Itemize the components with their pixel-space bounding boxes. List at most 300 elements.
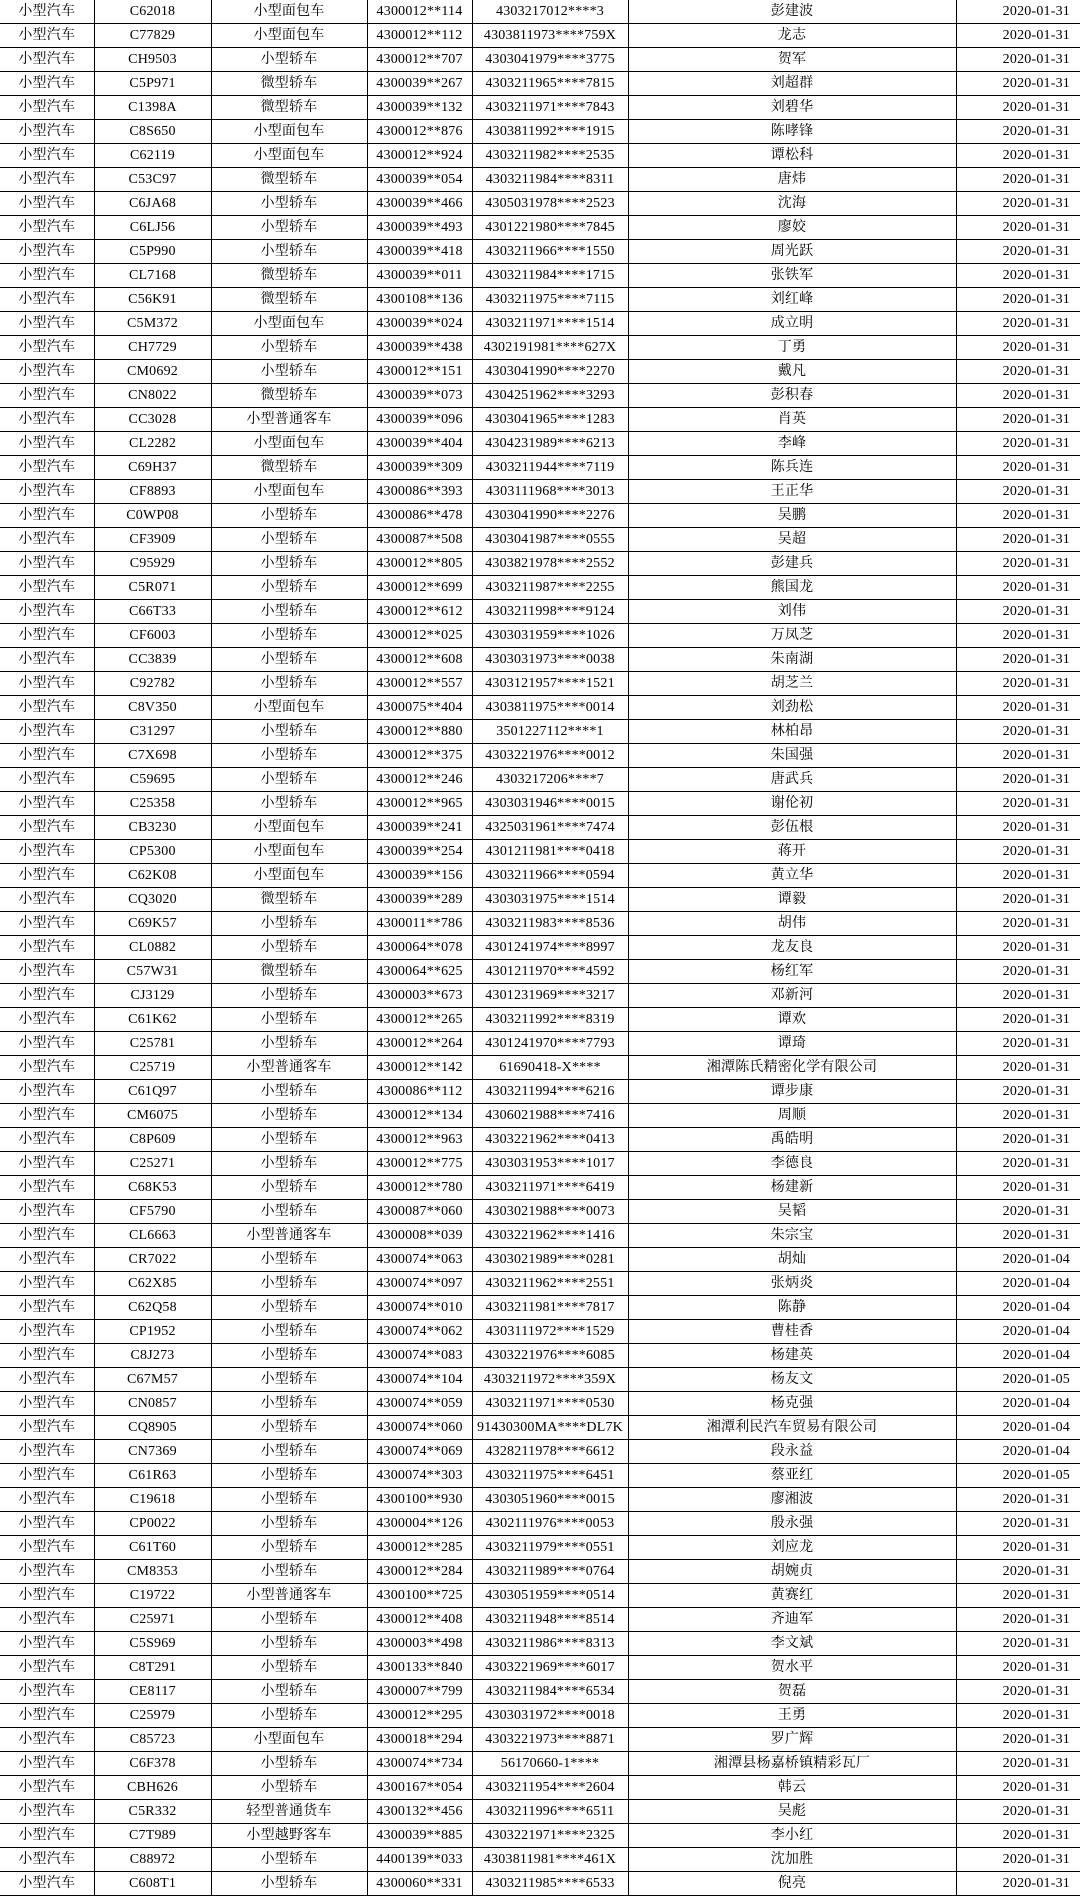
vehicle-model-cell: 小型越野客车 (211, 1824, 367, 1848)
vehicle-category-cell: 小型汽车 (0, 48, 94, 72)
table-row (0, 288, 1080, 312)
date-cell: 2020-01-31 (956, 744, 1080, 768)
record-code-cell: 4300012**805 (367, 552, 472, 576)
plate-number-cell: CF8893 (94, 480, 211, 504)
record-code-cell: 4300074**062 (367, 1320, 472, 1344)
table-row (0, 1104, 1080, 1128)
record-code-cell: 4300008**039 (367, 1224, 472, 1248)
date-cell: 2020-01-31 (956, 816, 1080, 840)
vehicle-model-cell: 小型普通客车 (211, 408, 367, 432)
vehicle-model-cell: 小型轿车 (211, 1872, 367, 1896)
owner-name-cell: 丁勇 (628, 336, 956, 360)
vehicle-category-cell: 小型汽车 (0, 192, 94, 216)
owner-name-cell: 杨克强 (628, 1392, 956, 1416)
owner-name-cell: 段永益 (628, 1440, 956, 1464)
table-row (0, 912, 1080, 936)
vehicle-model-cell: 小型面包车 (211, 864, 367, 888)
table-row (0, 1296, 1080, 1320)
owner-name-cell: 谭松科 (628, 144, 956, 168)
vehicle-category-cell: 小型汽车 (0, 1200, 94, 1224)
table-row (0, 0, 1080, 24)
owner-name-cell: 杨建新 (628, 1176, 956, 1200)
vehicle-model-cell: 小型面包车 (211, 312, 367, 336)
vehicle-category-cell: 小型汽车 (0, 1848, 94, 1872)
record-code-cell: 4300039**132 (367, 96, 472, 120)
vehicle-category-cell: 小型汽车 (0, 264, 94, 288)
id-number-cell: 4303811992****1915 (472, 120, 628, 144)
vehicle-category-cell: 小型汽车 (0, 1608, 94, 1632)
id-number-cell: 91430300MA****DL7K (472, 1416, 628, 1440)
owner-name-cell: 陈静 (628, 1296, 956, 1320)
id-number-cell: 4303211982****2535 (472, 144, 628, 168)
vehicle-model-cell: 小型普通客车 (211, 1584, 367, 1608)
date-cell: 2020-01-31 (956, 1872, 1080, 1896)
date-cell: 2020-01-31 (956, 1560, 1080, 1584)
id-number-cell: 4303811981****461X (472, 1848, 628, 1872)
vehicle-category-cell: 小型汽车 (0, 1032, 94, 1056)
plate-number-cell: CN7369 (94, 1440, 211, 1464)
owner-name-cell: 吴鹏 (628, 504, 956, 528)
date-cell: 2020-01-31 (956, 336, 1080, 360)
plate-number-cell: C8T291 (94, 1656, 211, 1680)
vehicle-category-cell: 小型汽车 (0, 432, 94, 456)
plate-number-cell: C61R63 (94, 1464, 211, 1488)
record-code-cell: 4300087**508 (367, 528, 472, 552)
record-code-cell: 4300086**393 (367, 480, 472, 504)
vehicle-category-cell: 小型汽车 (0, 408, 94, 432)
date-cell: 2020-01-31 (956, 192, 1080, 216)
owner-name-cell: 张炳炎 (628, 1272, 956, 1296)
owner-name-cell: 唐武兵 (628, 768, 956, 792)
vehicle-model-cell: 小型轿车 (211, 1272, 367, 1296)
record-code-cell: 4300074**063 (367, 1248, 472, 1272)
owner-name-cell: 周顺 (628, 1104, 956, 1128)
vehicle-category-cell: 小型汽车 (0, 336, 94, 360)
table-row (0, 456, 1080, 480)
plate-number-cell: CF6003 (94, 624, 211, 648)
id-number-cell: 4303021988****0073 (472, 1200, 628, 1224)
vehicle-category-cell: 小型汽车 (0, 624, 94, 648)
vehicle-model-cell: 小型轿车 (211, 1008, 367, 1032)
owner-name-cell: 贺水平 (628, 1656, 956, 1680)
vehicle-category-cell: 小型汽车 (0, 696, 94, 720)
id-number-cell: 4301241970****7793 (472, 1032, 628, 1056)
vehicle-model-cell: 小型轿车 (211, 792, 367, 816)
record-code-cell: 4300012**608 (367, 648, 472, 672)
plate-number-cell: C61T60 (94, 1536, 211, 1560)
table-row (0, 1344, 1080, 1368)
date-cell: 2020-01-31 (956, 984, 1080, 1008)
id-number-cell: 4303217012****3 (472, 0, 628, 24)
plate-number-cell: CQ3020 (94, 888, 211, 912)
date-cell: 2020-01-31 (956, 1080, 1080, 1104)
table-row (0, 48, 1080, 72)
plate-number-cell: C62018 (94, 0, 211, 24)
plate-number-cell: C25971 (94, 1608, 211, 1632)
plate-number-cell: CN0857 (94, 1392, 211, 1416)
owner-name-cell: 蔡亚红 (628, 1464, 956, 1488)
owner-name-cell: 林柏昂 (628, 720, 956, 744)
table-row (0, 936, 1080, 960)
vehicle-model-cell: 小型轿车 (211, 1152, 367, 1176)
id-number-cell: 4325031961****7474 (472, 816, 628, 840)
vehicle-model-cell: 小型轿车 (211, 240, 367, 264)
owner-name-cell: 贺军 (628, 48, 956, 72)
record-code-cell: 4300012**285 (367, 1536, 472, 1560)
vehicle-category-cell: 小型汽车 (0, 1440, 94, 1464)
plate-number-cell: C6JA68 (94, 192, 211, 216)
vehicle-model-cell: 小型轿车 (211, 1656, 367, 1680)
vehicle-model-cell: 小型轿车 (211, 336, 367, 360)
record-code-cell: 4300012**265 (367, 1008, 472, 1032)
vehicle-model-cell: 小型轿车 (211, 936, 367, 960)
vehicle-category-cell: 小型汽车 (0, 1416, 94, 1440)
plate-number-cell: C8V350 (94, 696, 211, 720)
vehicle-model-cell: 小型轿车 (211, 720, 367, 744)
date-cell: 2020-01-31 (956, 72, 1080, 96)
vehicle-category-cell: 小型汽车 (0, 1176, 94, 1200)
vehicle-category-cell: 小型汽车 (0, 216, 94, 240)
record-code-cell: 4300132**456 (367, 1800, 472, 1824)
date-cell: 2020-01-05 (956, 1368, 1080, 1392)
plate-number-cell: C56K91 (94, 288, 211, 312)
table-row (0, 840, 1080, 864)
owner-name-cell: 谭毅 (628, 888, 956, 912)
record-code-cell: 4300012**965 (367, 792, 472, 816)
record-code-cell: 4300039**254 (367, 840, 472, 864)
record-code-cell: 4300012**780 (367, 1176, 472, 1200)
record-code-cell: 4300012**707 (367, 48, 472, 72)
vehicle-model-cell: 小型轿车 (211, 1416, 367, 1440)
table-row (0, 552, 1080, 576)
vehicle-model-cell: 小型面包车 (211, 1728, 367, 1752)
id-number-cell: 4304231989****6213 (472, 432, 628, 456)
vehicle-model-cell: 微型轿车 (211, 96, 367, 120)
id-number-cell: 4303211971****7843 (472, 96, 628, 120)
date-cell: 2020-01-04 (956, 1320, 1080, 1344)
vehicle-model-cell: 小型轿车 (211, 744, 367, 768)
plate-number-cell: CL2282 (94, 432, 211, 456)
table-row (0, 1200, 1080, 1224)
owner-name-cell: 周光跃 (628, 240, 956, 264)
plate-number-cell: CM6075 (94, 1104, 211, 1128)
id-number-cell: 4303031946****0015 (472, 792, 628, 816)
vehicle-model-cell: 小型轿车 (211, 1560, 367, 1584)
id-number-cell: 4303041979****3775 (472, 48, 628, 72)
vehicle-category-cell: 小型汽车 (0, 600, 94, 624)
id-number-cell: 4301221980****7845 (472, 216, 628, 240)
record-code-cell: 4300100**930 (367, 1488, 472, 1512)
record-code-cell: 4300012**025 (367, 624, 472, 648)
date-cell: 2020-01-31 (956, 0, 1080, 24)
vehicle-model-cell: 小型面包车 (211, 144, 367, 168)
record-code-cell: 4300087**060 (367, 1200, 472, 1224)
vehicle-model-cell: 小型轿车 (211, 216, 367, 240)
table-row (0, 888, 1080, 912)
record-code-cell: 4300074**069 (367, 1440, 472, 1464)
date-cell: 2020-01-31 (956, 96, 1080, 120)
id-number-cell: 4304251962****3293 (472, 384, 628, 408)
owner-name-cell: 沈海 (628, 192, 956, 216)
vehicle-category-cell: 小型汽车 (0, 240, 94, 264)
plate-number-cell: CF3909 (94, 528, 211, 552)
vehicle-model-cell: 微型轿车 (211, 168, 367, 192)
vehicle-model-cell: 小型轿车 (211, 912, 367, 936)
owner-name-cell: 陈哮锋 (628, 120, 956, 144)
date-cell: 2020-01-31 (956, 600, 1080, 624)
id-number-cell: 4303031959****1026 (472, 624, 628, 648)
vehicle-category-cell: 小型汽车 (0, 1824, 94, 1848)
vehicle-category-cell: 小型汽车 (0, 816, 94, 840)
vehicle-model-cell: 小型轿车 (211, 624, 367, 648)
table-row (0, 1272, 1080, 1296)
plate-number-cell: C5R071 (94, 576, 211, 600)
vehicle-model-cell: 小型轿车 (211, 1464, 367, 1488)
id-number-cell: 4303221976****0012 (472, 744, 628, 768)
plate-number-cell: C95929 (94, 552, 211, 576)
vehicle-category-cell: 小型汽车 (0, 456, 94, 480)
id-number-cell: 4301231969****3217 (472, 984, 628, 1008)
plate-number-cell: CQ8905 (94, 1416, 211, 1440)
vehicle-category-cell: 小型汽车 (0, 1680, 94, 1704)
table-row (0, 1632, 1080, 1656)
plate-number-cell: C19618 (94, 1488, 211, 1512)
date-cell: 2020-01-04 (956, 1440, 1080, 1464)
id-number-cell: 4303111968****3013 (472, 480, 628, 504)
vehicle-model-cell: 小型普通客车 (211, 1056, 367, 1080)
plate-number-cell: CB3230 (94, 816, 211, 840)
record-code-cell: 4300012**375 (367, 744, 472, 768)
vehicle-category-cell: 小型汽车 (0, 1488, 94, 1512)
vehicle-category-cell: 小型汽车 (0, 672, 94, 696)
vehicle-category-cell: 小型汽车 (0, 1128, 94, 1152)
id-number-cell: 4303221962****0413 (472, 1128, 628, 1152)
plate-number-cell: C92782 (94, 672, 211, 696)
date-cell: 2020-01-31 (956, 240, 1080, 264)
record-code-cell: 4300039**011 (367, 264, 472, 288)
date-cell: 2020-01-31 (956, 1584, 1080, 1608)
id-number-cell: 4303211984****6534 (472, 1680, 628, 1704)
vehicle-model-cell: 小型轿车 (211, 576, 367, 600)
id-number-cell: 4303211985****6533 (472, 1872, 628, 1896)
plate-number-cell: CH9503 (94, 48, 211, 72)
vehicle-category-cell: 小型汽车 (0, 168, 94, 192)
plate-number-cell: C25719 (94, 1056, 211, 1080)
vehicle-category-cell: 小型汽车 (0, 1776, 94, 1800)
vehicle-model-cell: 小型轿车 (211, 600, 367, 624)
date-cell: 2020-01-04 (956, 1296, 1080, 1320)
owner-name-cell: 黄赛红 (628, 1584, 956, 1608)
table-row (0, 1176, 1080, 1200)
date-cell: 2020-01-31 (956, 120, 1080, 144)
vehicle-category-cell: 小型汽车 (0, 1296, 94, 1320)
vehicle-category-cell: 小型汽车 (0, 1632, 94, 1656)
plate-number-cell: C62119 (94, 144, 211, 168)
owner-name-cell: 韩云 (628, 1776, 956, 1800)
vehicle-model-cell: 小型轿车 (211, 984, 367, 1008)
vehicle-model-cell: 小型轿车 (211, 1632, 367, 1656)
record-code-cell: 4300039**289 (367, 888, 472, 912)
id-number-cell: 4328211978****6612 (472, 1440, 628, 1464)
vehicle-model-cell: 小型轿车 (211, 48, 367, 72)
id-number-cell: 4305031978****2523 (472, 192, 628, 216)
table-row (0, 1560, 1080, 1584)
owner-name-cell: 廖姣 (628, 216, 956, 240)
table-row (0, 672, 1080, 696)
plate-number-cell: C0WP08 (94, 504, 211, 528)
id-number-cell: 4303821978****2552 (472, 552, 628, 576)
vehicle-category-cell: 小型汽车 (0, 1368, 94, 1392)
table-row (0, 480, 1080, 504)
record-code-cell: 4300108**136 (367, 288, 472, 312)
id-number-cell: 4303221971****2325 (472, 1824, 628, 1848)
owner-name-cell: 刘应龙 (628, 1536, 956, 1560)
date-cell: 2020-01-31 (956, 1608, 1080, 1632)
owner-name-cell: 禹皓明 (628, 1128, 956, 1152)
id-number-cell: 4303211994****6216 (472, 1080, 628, 1104)
vehicle-category-cell: 小型汽车 (0, 768, 94, 792)
date-cell: 2020-01-31 (956, 648, 1080, 672)
vehicle-category-cell: 小型汽车 (0, 1272, 94, 1296)
table-row (0, 648, 1080, 672)
owner-name-cell: 胡婉贞 (628, 1560, 956, 1584)
vehicle-category-cell: 小型汽车 (0, 1656, 94, 1680)
id-number-cell: 4303211944****7119 (472, 456, 628, 480)
vehicle-model-cell: 小型面包车 (211, 0, 367, 24)
record-code-cell: 4300074**734 (367, 1752, 472, 1776)
id-number-cell: 4303211954****2604 (472, 1776, 628, 1800)
table-row (0, 576, 1080, 600)
owner-name-cell: 刘伟 (628, 600, 956, 624)
id-number-cell: 4303211996****6511 (472, 1800, 628, 1824)
owner-name-cell: 杨红军 (628, 960, 956, 984)
table-row (0, 96, 1080, 120)
date-cell: 2020-01-05 (956, 1464, 1080, 1488)
table-row (0, 216, 1080, 240)
vehicle-category-cell: 小型汽车 (0, 288, 94, 312)
vehicle-category-cell: 小型汽车 (0, 1056, 94, 1080)
id-number-cell: 4303031975****1514 (472, 888, 628, 912)
vehicle-model-cell: 小型轿车 (211, 1776, 367, 1800)
date-cell: 2020-01-31 (956, 1032, 1080, 1056)
date-cell: 2020-01-31 (956, 960, 1080, 984)
owner-name-cell: 刘碧华 (628, 96, 956, 120)
plate-number-cell: C61K62 (94, 1008, 211, 1032)
date-cell: 2020-01-31 (956, 504, 1080, 528)
vehicle-category-cell: 小型汽车 (0, 480, 94, 504)
plate-number-cell: C1398A (94, 96, 211, 120)
date-cell: 2020-01-04 (956, 1344, 1080, 1368)
table-row (0, 336, 1080, 360)
vehicle-category-cell: 小型汽车 (0, 1872, 94, 1896)
plate-number-cell: CL6663 (94, 1224, 211, 1248)
id-number-cell: 4303031953****1017 (472, 1152, 628, 1176)
plate-number-cell: C7X698 (94, 744, 211, 768)
table-row (0, 360, 1080, 384)
vehicle-model-cell: 小型面包车 (211, 696, 367, 720)
vehicle-model-cell: 小型轿车 (211, 648, 367, 672)
id-number-cell: 4303221969****6017 (472, 1656, 628, 1680)
date-cell: 2020-01-31 (956, 1536, 1080, 1560)
date-cell: 2020-01-31 (956, 552, 1080, 576)
plate-number-cell: C8S650 (94, 120, 211, 144)
record-code-cell: 4300086**112 (367, 1080, 472, 1104)
plate-number-cell: C88972 (94, 1848, 211, 1872)
vehicle-model-cell: 微型轿车 (211, 288, 367, 312)
table-row (0, 1680, 1080, 1704)
table-row (0, 1584, 1080, 1608)
vehicle-category-cell: 小型汽车 (0, 312, 94, 336)
table-row (0, 1080, 1080, 1104)
record-code-cell: 4300074**010 (367, 1296, 472, 1320)
vehicle-category-cell: 小型汽车 (0, 888, 94, 912)
table-row (0, 864, 1080, 888)
date-cell: 2020-01-31 (956, 888, 1080, 912)
table-row (0, 1800, 1080, 1824)
table-row (0, 1608, 1080, 1632)
vehicle-model-cell: 小型轿车 (211, 1104, 367, 1128)
id-number-cell: 61690418-X**** (472, 1056, 628, 1080)
record-code-cell: 4300039**096 (367, 408, 472, 432)
plate-number-cell: CC3839 (94, 648, 211, 672)
owner-name-cell: 殷永强 (628, 1512, 956, 1536)
record-code-cell: 4300039**309 (367, 456, 472, 480)
record-code-cell: 4300039**241 (367, 816, 472, 840)
date-cell: 2020-01-31 (956, 1512, 1080, 1536)
table-row (0, 1152, 1080, 1176)
vehicle-model-cell: 微型轿车 (211, 888, 367, 912)
vehicle-category-cell: 小型汽车 (0, 120, 94, 144)
owner-name-cell: 陈兵连 (628, 456, 956, 480)
id-number-cell: 4303211992****8319 (472, 1008, 628, 1032)
date-cell: 2020-01-31 (956, 840, 1080, 864)
vehicle-model-cell: 小型面包车 (211, 816, 367, 840)
owner-name-cell: 廖湘波 (628, 1488, 956, 1512)
vehicle-category-cell: 小型汽车 (0, 528, 94, 552)
date-cell: 2020-01-31 (956, 768, 1080, 792)
record-code-cell: 4300012**134 (367, 1104, 472, 1128)
plate-number-cell: C68K53 (94, 1176, 211, 1200)
date-cell: 2020-01-31 (956, 1824, 1080, 1848)
record-code-cell: 4300074**060 (367, 1416, 472, 1440)
id-number-cell: 4303221962****1416 (472, 1224, 628, 1248)
date-cell: 2020-01-31 (956, 480, 1080, 504)
owner-name-cell: 李文斌 (628, 1632, 956, 1656)
vehicle-category-cell: 小型汽车 (0, 1728, 94, 1752)
vehicle-model-cell: 小型轿车 (211, 1368, 367, 1392)
record-code-cell: 4300012**963 (367, 1128, 472, 1152)
vehicle-category-cell: 小型汽车 (0, 984, 94, 1008)
vehicle-model-cell: 小型轿车 (211, 552, 367, 576)
owner-name-cell: 齐迪军 (628, 1608, 956, 1632)
owner-name-cell: 彭伍根 (628, 816, 956, 840)
vehicle-category-cell: 小型汽车 (0, 504, 94, 528)
vehicle-category-cell: 小型汽车 (0, 1752, 94, 1776)
owner-name-cell: 倪亮 (628, 1872, 956, 1896)
table-row (0, 1776, 1080, 1800)
table-row (0, 1848, 1080, 1872)
date-cell: 2020-01-31 (956, 1704, 1080, 1728)
id-number-cell: 4303111972****1529 (472, 1320, 628, 1344)
record-code-cell: 4300012**557 (367, 672, 472, 696)
id-number-cell: 4303211971****6419 (472, 1176, 628, 1200)
plate-number-cell: C5S969 (94, 1632, 211, 1656)
record-code-cell: 4300012**699 (367, 576, 472, 600)
record-code-cell: 4300012**876 (367, 120, 472, 144)
plate-number-cell: CM0692 (94, 360, 211, 384)
record-code-cell: 4300012**880 (367, 720, 472, 744)
date-cell: 2020-01-31 (956, 144, 1080, 168)
